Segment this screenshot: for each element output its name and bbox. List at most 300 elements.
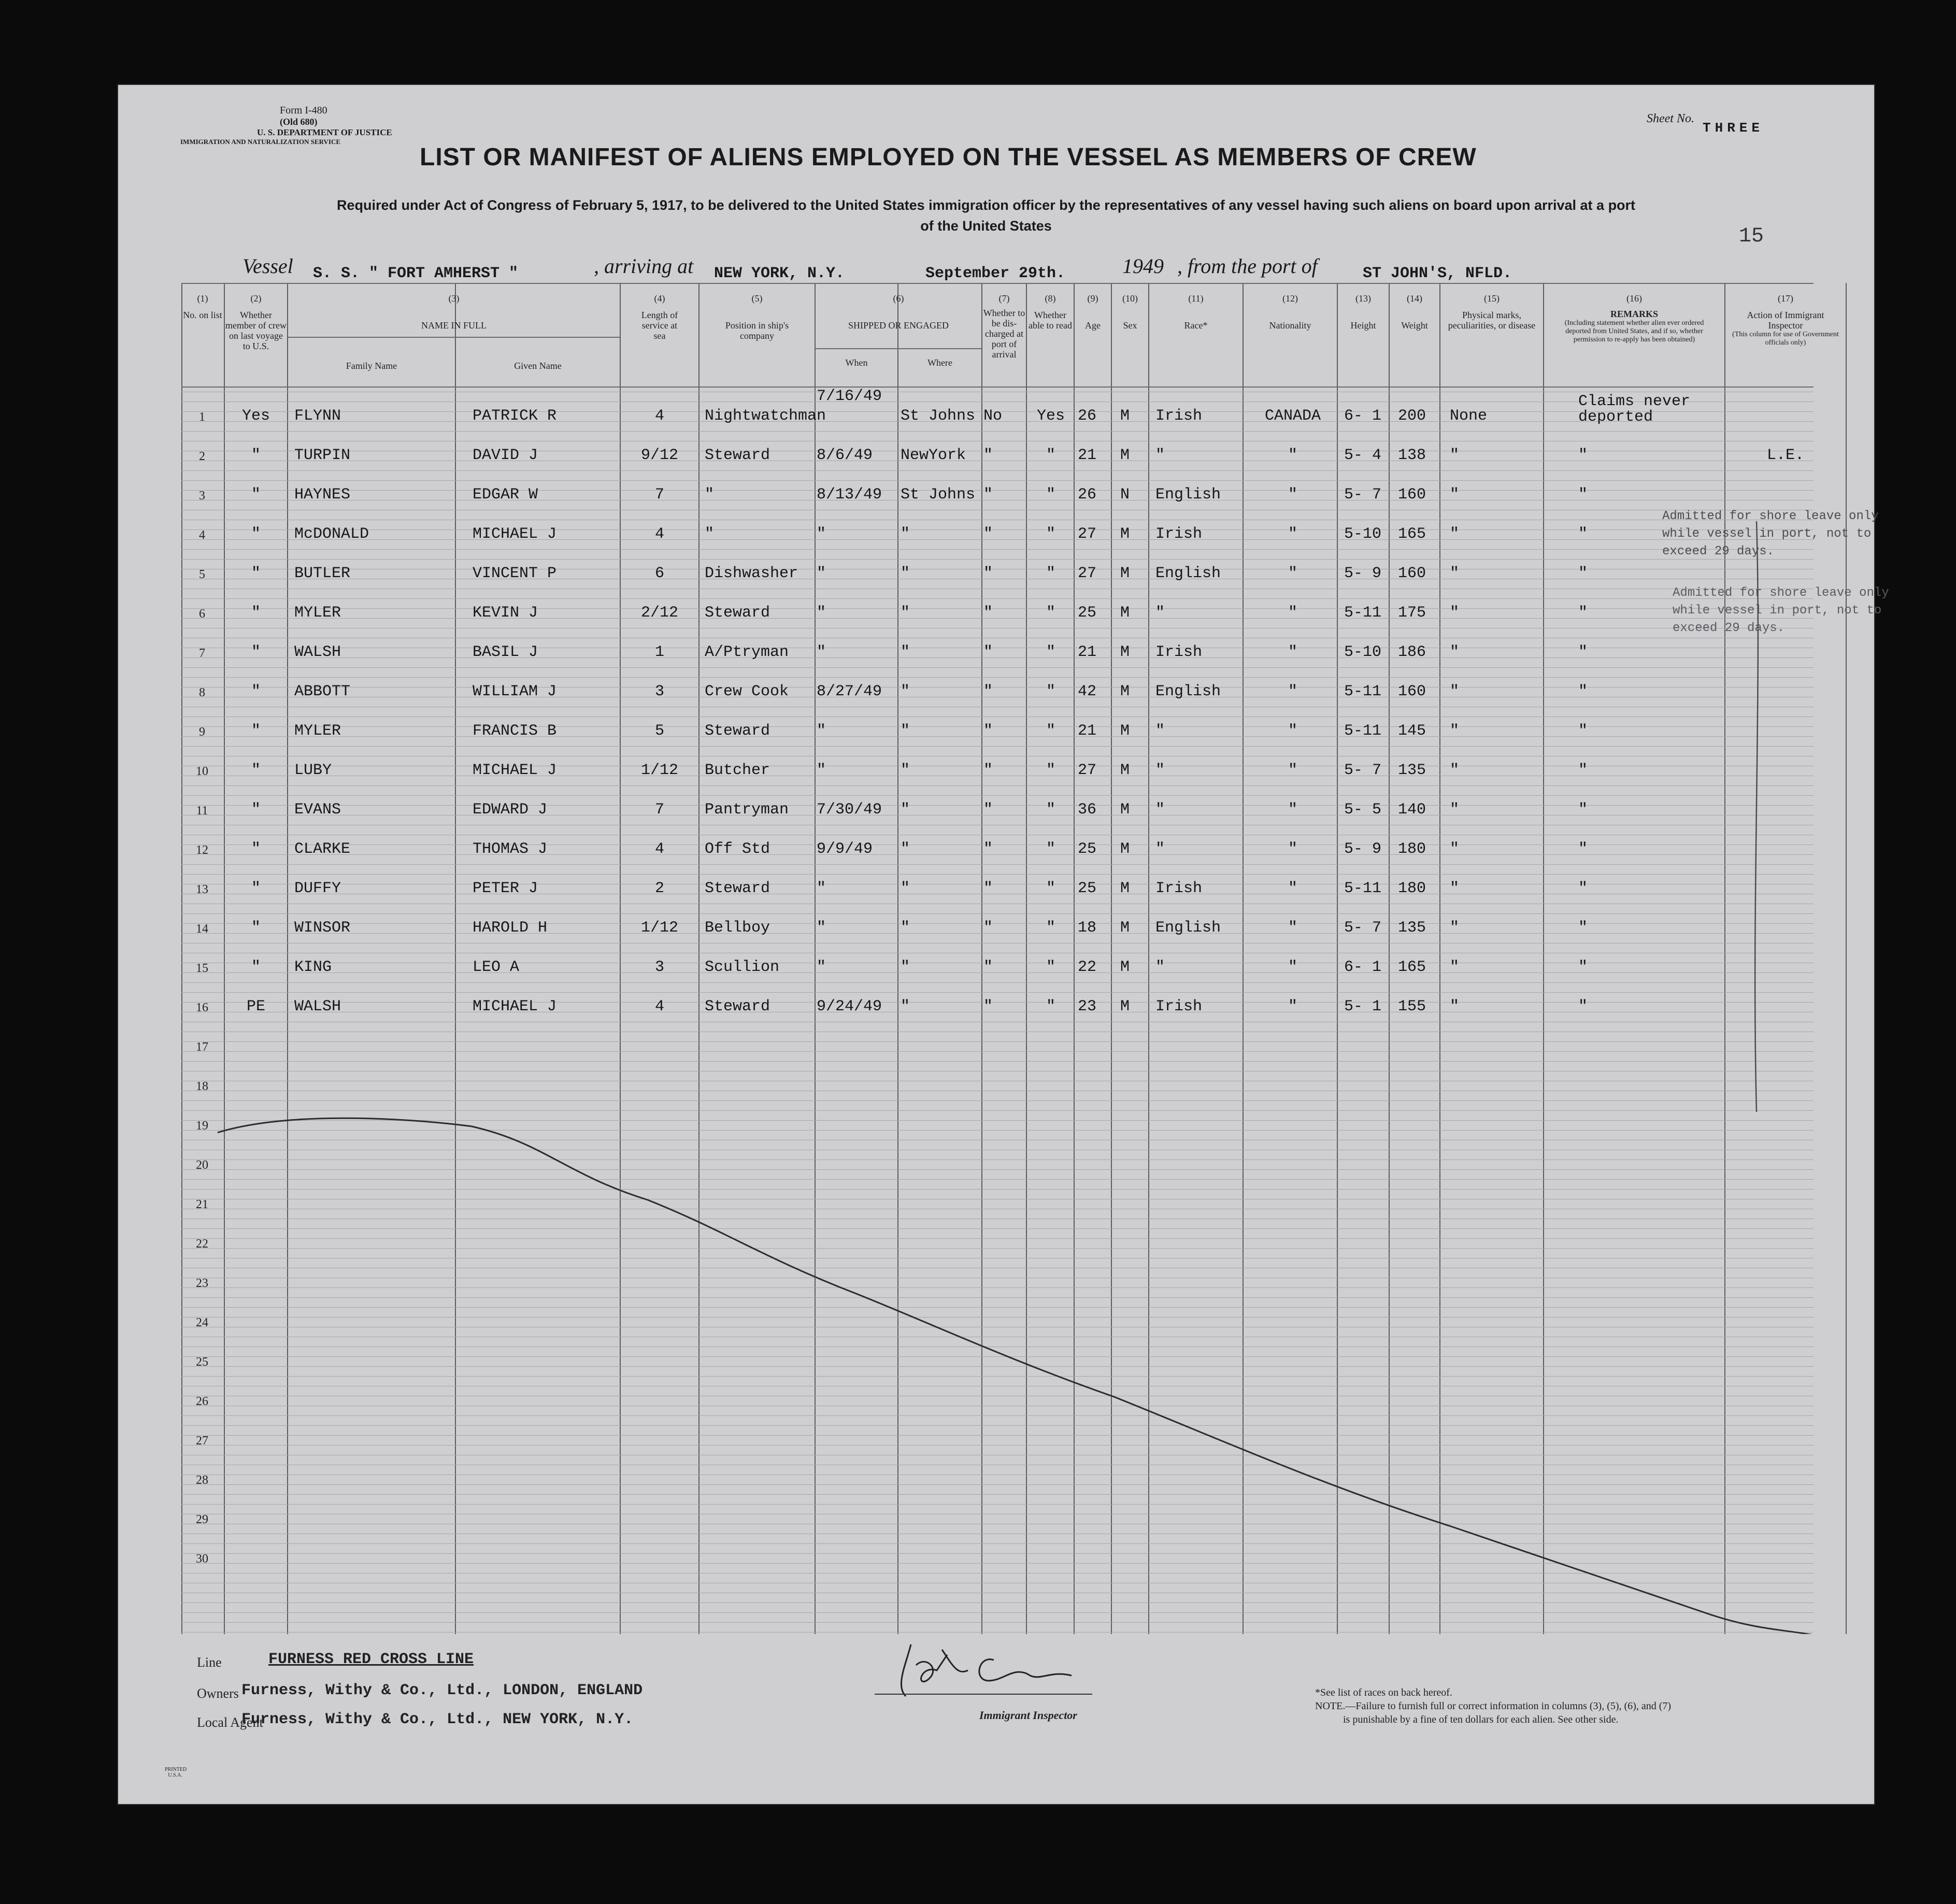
cell-discharged: " bbox=[983, 919, 993, 937]
ruled-line bbox=[181, 1287, 1814, 1288]
cell-age: 36 bbox=[1078, 801, 1097, 819]
cell-position: Butcher bbox=[705, 762, 770, 779]
cell-sex: M bbox=[1120, 958, 1130, 976]
cell-prev: " bbox=[251, 565, 261, 582]
cell-height: 5-10 bbox=[1344, 525, 1382, 543]
ruled-line bbox=[181, 1366, 1814, 1367]
row-number: 23 bbox=[196, 1277, 208, 1290]
cell-when: 8/27/49 bbox=[817, 683, 882, 700]
row-number: 21 bbox=[196, 1198, 208, 1211]
col-header-age: (9) Age bbox=[1085, 293, 1101, 331]
cell-read: " bbox=[1046, 447, 1055, 464]
cell-position: " bbox=[705, 486, 715, 504]
cell-height: 5- 5 bbox=[1344, 801, 1382, 819]
cell-prev: " bbox=[251, 643, 261, 661]
cell-discharged: " bbox=[983, 604, 993, 622]
cell-prev: " bbox=[251, 604, 261, 622]
cell-weight: 145 bbox=[1398, 722, 1426, 740]
cell-discharged: " bbox=[983, 683, 993, 700]
cell-where: NewYork bbox=[901, 447, 966, 464]
cell-remarks: " bbox=[1578, 565, 1588, 582]
cell-given: KEVIN J bbox=[473, 604, 538, 622]
column-rule bbox=[815, 283, 816, 1634]
column-rule bbox=[1724, 283, 1725, 1634]
cell-sex: M bbox=[1120, 998, 1130, 1015]
col-header-where: Where bbox=[927, 357, 952, 368]
cell-family: EVANS bbox=[294, 801, 341, 819]
department-name: U. S. DEPARTMENT OF JUSTICE bbox=[257, 127, 392, 137]
cell-given: MICHAEL J bbox=[473, 998, 557, 1015]
cell-service: 1/12 bbox=[640, 762, 678, 779]
cell-given: THOMAS J bbox=[473, 840, 548, 858]
cell-prev: " bbox=[251, 958, 261, 976]
cell-family: KING bbox=[294, 958, 332, 976]
row-number: 7 bbox=[199, 647, 205, 660]
column-rule bbox=[224, 283, 225, 1634]
ruled-line bbox=[181, 1189, 1814, 1190]
cell-remarks: " bbox=[1578, 880, 1588, 897]
cell-nationality: " bbox=[1288, 722, 1297, 740]
header-rule bbox=[181, 283, 1814, 284]
ruled-line bbox=[181, 1632, 1814, 1633]
cell-where: " bbox=[901, 525, 910, 543]
inspector-signature bbox=[864, 1634, 1103, 1707]
cell-read: " bbox=[1046, 565, 1055, 582]
cell-when: " bbox=[817, 565, 826, 582]
cell-prev: PE bbox=[246, 998, 265, 1015]
cell-position: Steward bbox=[705, 447, 770, 464]
column-rule bbox=[620, 283, 621, 1634]
cell-given: VINCENT P bbox=[473, 565, 557, 582]
header-rule bbox=[181, 386, 1814, 388]
row-number: 24 bbox=[196, 1316, 208, 1329]
cell-position: Nightwatchman bbox=[705, 407, 826, 425]
col-header-service-length: (4) Length of service at sea bbox=[641, 293, 678, 341]
subtitle-line1: Required under Act of Congress of February 5, 1917, to be delivered to the United States immigration officer by the representatives of any vessel having such aliens on board upon arrival at a port bbox=[336, 197, 1636, 213]
cell-height: 5-10 bbox=[1344, 643, 1382, 661]
column-rule bbox=[698, 283, 699, 1634]
cell-service: 6 bbox=[654, 565, 664, 582]
cell-weight: 160 bbox=[1398, 486, 1426, 504]
cell-when: 7/30/49 bbox=[817, 801, 882, 819]
cell-race: Irish bbox=[1155, 525, 1203, 543]
ruled-line bbox=[181, 657, 1814, 658]
cell-weight: 140 bbox=[1398, 801, 1426, 819]
col-header-discharged: (7) Whether to be dis-charged at port of arrival bbox=[983, 293, 1025, 360]
cell-when: " bbox=[817, 958, 826, 976]
cell-when: " bbox=[817, 919, 826, 937]
ruled-line bbox=[181, 1120, 1814, 1121]
shore-leave-stamp: Admitted for shore leave only while vessel in port, not to exceed 29 days. bbox=[1662, 509, 1879, 559]
cell-discharged: " bbox=[983, 486, 993, 504]
cell-service: 7 bbox=[654, 801, 664, 819]
cell-position: Crew Cook bbox=[705, 683, 789, 700]
cell-race: Irish bbox=[1155, 998, 1203, 1015]
cell-race: English bbox=[1155, 683, 1221, 700]
cell-age: 25 bbox=[1078, 840, 1097, 858]
row-number: 30 bbox=[196, 1552, 208, 1566]
ruled-line bbox=[181, 559, 1814, 560]
ruled-line bbox=[181, 480, 1814, 481]
cell-family: McDONALD bbox=[294, 525, 369, 543]
ruled-line bbox=[181, 1484, 1814, 1485]
cell-race: " bbox=[1155, 447, 1165, 464]
cell-age: 21 bbox=[1078, 447, 1097, 464]
cell-when: " bbox=[817, 604, 826, 622]
cell-remarks: " bbox=[1578, 525, 1588, 543]
cell-height: 5- 4 bbox=[1344, 447, 1382, 464]
ruled-line bbox=[181, 1376, 1814, 1377]
cell-where: " bbox=[901, 604, 910, 622]
row-number: 22 bbox=[196, 1237, 208, 1251]
cell-prev: " bbox=[251, 919, 261, 937]
cell-read: " bbox=[1046, 604, 1055, 622]
cell-discharged: " bbox=[983, 840, 993, 858]
row-number: 17 bbox=[196, 1040, 208, 1054]
column-rule bbox=[1439, 283, 1440, 1634]
cell-where: " bbox=[901, 919, 910, 937]
cell-read: " bbox=[1046, 683, 1055, 700]
cell-where: " bbox=[901, 762, 910, 779]
ruled-line bbox=[181, 1494, 1814, 1495]
ruled-line bbox=[181, 1159, 1814, 1160]
cell-position: Steward bbox=[705, 604, 770, 622]
cell-read: " bbox=[1046, 958, 1055, 976]
cell-read: " bbox=[1046, 486, 1055, 504]
cell-remarks: " bbox=[1578, 486, 1588, 504]
cell-family: WALSH bbox=[294, 643, 341, 661]
cell-marks: " bbox=[1450, 722, 1460, 740]
col-header-given-name: Given Name bbox=[514, 361, 562, 371]
cell-sex: M bbox=[1120, 722, 1130, 740]
ruled-line bbox=[181, 1307, 1814, 1308]
cell-marks: " bbox=[1450, 643, 1460, 661]
printer-mark: PRINTED U.S.A. bbox=[165, 1767, 187, 1778]
cell-given: EDWARD J bbox=[473, 801, 548, 819]
cell-race: " bbox=[1155, 604, 1165, 622]
ruled-line bbox=[181, 1317, 1814, 1318]
cell-when: 9/24/49 bbox=[817, 998, 882, 1015]
manifest-sheet bbox=[118, 85, 1889, 1804]
cell-marks: " bbox=[1450, 840, 1460, 858]
cell-age: 26 bbox=[1078, 407, 1097, 425]
cell-action: L.E. bbox=[1767, 447, 1805, 464]
cell-prev: " bbox=[251, 683, 261, 700]
cell-nationality: " bbox=[1288, 919, 1297, 937]
cell-position: Steward bbox=[705, 722, 770, 740]
row-number: 2 bbox=[199, 450, 205, 463]
cell-marks: " bbox=[1450, 604, 1460, 622]
from-port: ST JOHN'S, NFLD. bbox=[1363, 265, 1512, 282]
cell-prev: " bbox=[251, 525, 261, 543]
cell-sex: M bbox=[1120, 447, 1130, 464]
cell-given: MICHAEL J bbox=[473, 525, 557, 543]
subheader-rule bbox=[288, 337, 620, 338]
row-number: 1 bbox=[199, 410, 205, 424]
cell-nationality: " bbox=[1288, 604, 1297, 622]
cell-marks: " bbox=[1450, 880, 1460, 897]
document-title: LIST OR MANIFEST OF ALIENS EMPLOYED ON THE VESSEL AS MEMBERS OF CREW bbox=[420, 144, 1477, 171]
cell-age: 21 bbox=[1078, 643, 1097, 661]
column-rule bbox=[1148, 283, 1149, 1634]
cell-marks: " bbox=[1450, 447, 1460, 464]
cell-where: " bbox=[901, 683, 910, 700]
cell-sex: M bbox=[1120, 565, 1130, 582]
cell-discharged: " bbox=[983, 880, 993, 897]
ruled-line bbox=[181, 1553, 1814, 1554]
ruled-line bbox=[181, 982, 1814, 983]
ruled-line bbox=[181, 1504, 1814, 1505]
cell-given: PATRICK R bbox=[473, 407, 557, 425]
row-number: 15 bbox=[196, 962, 208, 975]
ruled-line bbox=[181, 1051, 1814, 1052]
ruled-line bbox=[181, 1228, 1814, 1229]
cell-nationality: " bbox=[1288, 801, 1297, 819]
cell-family: DUFFY bbox=[294, 880, 341, 897]
cell-given: HAROLD H bbox=[473, 919, 548, 937]
cell-weight: 160 bbox=[1398, 565, 1426, 582]
arrival-year: 1949 bbox=[1122, 254, 1164, 278]
cell-given: FRANCIS B bbox=[473, 722, 557, 740]
ruled-line bbox=[181, 431, 1814, 432]
cell-position: Steward bbox=[705, 880, 770, 897]
cell-prev: " bbox=[251, 722, 261, 740]
cell-weight: 186 bbox=[1398, 643, 1426, 661]
cell-read: Yes bbox=[1036, 407, 1065, 425]
col-header-remarks: (16) REMARKS (Including statement whether alien ever ordered deported from United States, and if so, whether permission to re-apply has been obtained) bbox=[1564, 293, 1704, 343]
cell-position: Bellboy bbox=[705, 919, 770, 937]
cell-service: 4 bbox=[654, 998, 664, 1015]
column-rule bbox=[897, 283, 898, 1634]
cell-where: " bbox=[901, 880, 910, 897]
cell-given: DAVID J bbox=[473, 447, 538, 464]
ruled-line bbox=[181, 1474, 1814, 1475]
cell-height: 6- 1 bbox=[1344, 407, 1382, 425]
cell-weight: 160 bbox=[1398, 683, 1426, 700]
cell-service: 2 bbox=[654, 880, 664, 897]
cell-height: 5- 7 bbox=[1344, 919, 1382, 937]
ruled-line bbox=[181, 618, 1814, 619]
document-subtitle bbox=[222, 195, 1750, 236]
cell-height: 5- 1 bbox=[1344, 998, 1382, 1015]
column-rule bbox=[1026, 283, 1027, 1634]
cell-discharged: " bbox=[983, 722, 993, 740]
cell-sex: M bbox=[1120, 762, 1130, 779]
col-header-when: When bbox=[845, 357, 868, 368]
cell-age: 42 bbox=[1078, 683, 1097, 700]
row-number: 18 bbox=[196, 1080, 208, 1093]
cell-age: 26 bbox=[1078, 486, 1097, 504]
ruled-line bbox=[181, 933, 1814, 934]
ruled-line bbox=[181, 490, 1814, 491]
ruled-line bbox=[181, 1002, 1814, 1003]
cell-where: St Johns bbox=[901, 486, 976, 504]
cell-nationality: " bbox=[1288, 486, 1297, 504]
cell-family: HAYNES bbox=[294, 486, 351, 504]
cell-marks: None bbox=[1450, 407, 1488, 425]
row-number: 11 bbox=[196, 804, 208, 818]
cell-service: 4 bbox=[654, 525, 664, 543]
cell-age: 27 bbox=[1078, 525, 1097, 543]
ruled-line bbox=[181, 1061, 1814, 1062]
cell-service: 3 bbox=[654, 958, 664, 976]
cell-race: " bbox=[1155, 762, 1165, 779]
arriving-label: , arriving at bbox=[594, 254, 694, 278]
col-header-shipped: (6) SHIPPED OR ENGAGED bbox=[848, 293, 949, 331]
cell-family: LUBY bbox=[294, 762, 332, 779]
cell-remarks: " bbox=[1578, 683, 1588, 700]
agent-value: Furness, Withy & Co., Ltd., NEW YORK, N.Y. bbox=[241, 1711, 634, 1728]
races-note: *See list of races on back hereof. bbox=[1315, 1687, 1452, 1698]
cell-sex: M bbox=[1120, 525, 1130, 543]
cell-race: Irish bbox=[1155, 407, 1203, 425]
cell-marks: " bbox=[1450, 525, 1460, 543]
cell-when: " bbox=[817, 525, 826, 543]
cell-race: " bbox=[1155, 840, 1165, 858]
cell-read: " bbox=[1046, 919, 1055, 937]
col-header-prev-voyage: (2) Whether member of crew on last voyage to U.S. bbox=[225, 293, 287, 351]
cell-discharged: " bbox=[983, 998, 993, 1015]
cell-weight: 180 bbox=[1398, 880, 1426, 897]
cell-service: 3 bbox=[654, 683, 664, 700]
agent-label: Local Agent bbox=[197, 1715, 263, 1730]
cell-weight: 175 bbox=[1398, 604, 1426, 622]
from-port-label: , from the port of bbox=[1177, 254, 1318, 278]
cell-read: " bbox=[1046, 880, 1055, 897]
row-number: 25 bbox=[196, 1355, 208, 1369]
cell-height: 5- 7 bbox=[1344, 486, 1382, 504]
cell-weight: 138 bbox=[1398, 447, 1426, 464]
cell-age: 22 bbox=[1078, 958, 1097, 976]
cell-where: " bbox=[901, 958, 910, 976]
ruled-line bbox=[181, 1425, 1814, 1426]
line-value: FURNESS RED CROSS LINE bbox=[268, 1651, 474, 1668]
cell-discharged: " bbox=[983, 801, 993, 819]
cell-where: " bbox=[901, 722, 910, 740]
cell-remarks: " bbox=[1578, 643, 1588, 661]
row-number: 14 bbox=[196, 922, 208, 936]
cell-weight: 135 bbox=[1398, 919, 1426, 937]
col-header-weight: (14) Weight bbox=[1401, 293, 1428, 331]
cell-age: 25 bbox=[1078, 604, 1097, 622]
col-header-family-name: Family Name bbox=[346, 361, 397, 371]
cell-read: " bbox=[1046, 840, 1055, 858]
cell-race: " bbox=[1155, 722, 1165, 740]
cell-discharged: " bbox=[983, 643, 993, 661]
cell-nationality: " bbox=[1288, 880, 1297, 897]
ruled-line bbox=[181, 549, 1814, 550]
cell-age: 27 bbox=[1078, 762, 1097, 779]
row-number: 8 bbox=[199, 686, 205, 699]
cell-family: WINSOR bbox=[294, 919, 351, 937]
cell-nationality: " bbox=[1288, 525, 1297, 543]
cell-position: Steward bbox=[705, 998, 770, 1015]
cell-nationality: " bbox=[1288, 683, 1297, 700]
cell-weight: 165 bbox=[1398, 525, 1426, 543]
cell-discharged: " bbox=[983, 447, 993, 464]
column-rule bbox=[1543, 283, 1544, 1634]
cell-position: Dishwasher bbox=[705, 565, 798, 582]
cell-sex: M bbox=[1120, 801, 1130, 819]
row-number: 20 bbox=[196, 1158, 208, 1172]
cell-race: " bbox=[1155, 801, 1165, 819]
cell-nationality: " bbox=[1288, 447, 1297, 464]
cell-height: 5-11 bbox=[1344, 683, 1382, 700]
cell-given: EDGAR W bbox=[473, 486, 538, 504]
column-rule bbox=[181, 283, 182, 1634]
cell-given: BASIL J bbox=[473, 643, 538, 661]
cell-marks: " bbox=[1450, 919, 1460, 937]
ruled-line bbox=[181, 529, 1814, 530]
penalty-note-1: NOTE.—Failure to furnish full or correct information in columns (3), (5), (6), and (7) bbox=[1315, 1700, 1672, 1712]
cell-service: 4 bbox=[654, 407, 664, 425]
column-rule bbox=[455, 283, 456, 1634]
cell-age: 18 bbox=[1078, 919, 1097, 937]
cell-sex: M bbox=[1120, 643, 1130, 661]
cell-nationality: " bbox=[1288, 643, 1297, 661]
cell-when: " bbox=[817, 643, 826, 661]
cell-service: 7 bbox=[654, 486, 664, 504]
col-header-height: (13) Height bbox=[1350, 293, 1376, 331]
cell-read: " bbox=[1046, 801, 1055, 819]
row-number: 28 bbox=[196, 1473, 208, 1487]
col-header-physical-marks: (15) Physical marks, peculiarities, or disease bbox=[1448, 293, 1536, 331]
column-rule bbox=[1846, 283, 1847, 1634]
ruled-line bbox=[181, 1435, 1814, 1436]
cell-when: " bbox=[817, 762, 826, 779]
cell-family: MYLER bbox=[294, 722, 341, 740]
ruled-line bbox=[181, 805, 1814, 806]
cell-family: ABBOTT bbox=[294, 683, 351, 700]
cell-service: 1 bbox=[654, 643, 664, 661]
line-label: Line bbox=[197, 1655, 222, 1670]
ruled-line bbox=[181, 677, 1814, 678]
ruled-line bbox=[181, 795, 1814, 796]
shore-leave-stamp: Admitted for shore leave only while vessel in port, not to exceed 29 days. bbox=[1673, 586, 1889, 635]
ruled-line bbox=[181, 1238, 1814, 1239]
service-name: IMMIGRATION AND NATURALIZATION SERVICE bbox=[180, 138, 341, 146]
ruled-line bbox=[181, 726, 1814, 727]
column-rule bbox=[1389, 283, 1390, 1634]
cell-age: 25 bbox=[1078, 880, 1097, 897]
cell-position: " bbox=[705, 525, 715, 543]
column-rule bbox=[1074, 283, 1075, 1634]
ruled-line bbox=[181, 1415, 1814, 1416]
cell-where: " bbox=[901, 643, 910, 661]
row-number: 9 bbox=[199, 725, 205, 739]
cell-where: " bbox=[901, 565, 910, 582]
cell-read: " bbox=[1046, 998, 1055, 1015]
cell-remarks: " bbox=[1578, 604, 1588, 622]
cell-remarks: " bbox=[1578, 801, 1588, 819]
cell-marks: " bbox=[1450, 801, 1460, 819]
cell-height: 6- 1 bbox=[1344, 958, 1382, 976]
ruled-line bbox=[181, 874, 1814, 875]
column-rule bbox=[1337, 283, 1338, 1634]
cell-family: TURPIN bbox=[294, 447, 351, 464]
cell-position: Pantryman bbox=[705, 801, 789, 819]
cell-when: " bbox=[817, 722, 826, 740]
cell-when: 7/16/49 bbox=[817, 388, 882, 405]
cell-service: 9/12 bbox=[640, 447, 678, 464]
ruled-line bbox=[181, 736, 1814, 737]
row-number: 4 bbox=[199, 528, 205, 542]
cell-marks: " bbox=[1450, 958, 1460, 976]
inspector-label: Immigrant Inspector bbox=[979, 1709, 1077, 1722]
cell-prev: Yes bbox=[241, 407, 270, 425]
cell-discharged: No bbox=[983, 407, 1003, 425]
ruled-line bbox=[181, 1622, 1814, 1623]
